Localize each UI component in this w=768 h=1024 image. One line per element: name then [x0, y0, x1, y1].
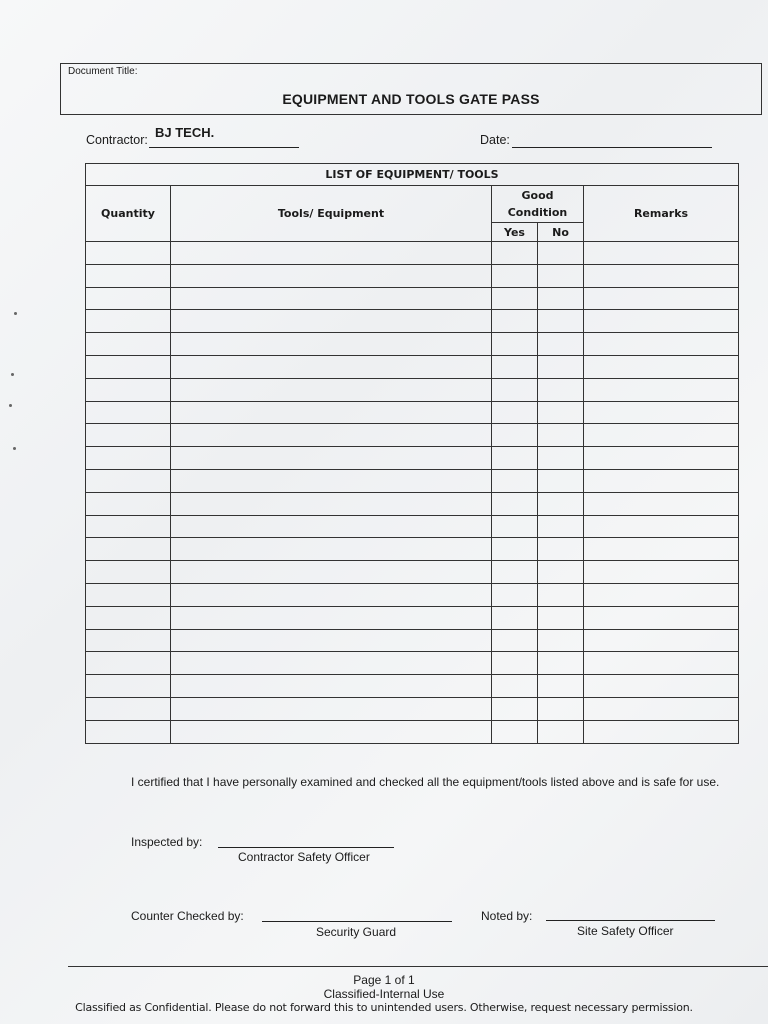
- table-row: [86, 583, 739, 606]
- column-header-remarks: Remarks: [584, 186, 739, 242]
- table-row: [86, 492, 739, 515]
- no-cell[interactable]: [538, 629, 584, 652]
- counter-checked-signature-line[interactable]: [262, 921, 452, 922]
- no-cell[interactable]: [538, 264, 584, 287]
- counter-checked-caption: Security Guard: [316, 925, 397, 939]
- yes-cell[interactable]: [492, 287, 538, 310]
- certification-statement: I certified that I have personally examined and checked all the equipment/tools listed above and is safe for use.: [131, 775, 720, 789]
- remarks-cell[interactable]: [584, 333, 739, 356]
- quantity-cell[interactable]: [86, 242, 171, 265]
- quantity-cell[interactable]: [86, 697, 171, 720]
- table-row: [86, 720, 739, 743]
- yes-cell[interactable]: [492, 355, 538, 378]
- table-row: [86, 310, 739, 333]
- table-row: [86, 355, 739, 378]
- contractor-field-line[interactable]: [149, 147, 299, 148]
- counter-checked-label: Counter Checked by:: [131, 909, 244, 923]
- inspected-by-label: Inspected by:: [131, 835, 203, 849]
- quantity-cell[interactable]: [86, 538, 171, 561]
- quantity-cell[interactable]: [86, 720, 171, 743]
- yes-cell[interactable]: [492, 242, 538, 265]
- table-row: [86, 447, 739, 470]
- document-title-box: [60, 63, 762, 115]
- quantity-cell[interactable]: [86, 652, 171, 675]
- table-row: [86, 652, 739, 675]
- table-row: [86, 378, 739, 401]
- inspected-by-caption: Contractor Safety Officer: [238, 850, 370, 864]
- remarks-cell[interactable]: [584, 447, 739, 470]
- quantity-cell[interactable]: [86, 515, 171, 538]
- noted-by-caption: Site Safety Officer: [577, 924, 674, 938]
- table-row: [86, 264, 739, 287]
- no-cell[interactable]: [538, 583, 584, 606]
- remarks-cell[interactable]: [584, 583, 739, 606]
- remarks-cell[interactable]: [584, 264, 739, 287]
- yes-cell[interactable]: [492, 264, 538, 287]
- no-cell[interactable]: [538, 492, 584, 515]
- table-row: [86, 401, 739, 424]
- contractor-label: Contractor:: [86, 133, 148, 147]
- remarks-cell[interactable]: [584, 606, 739, 629]
- date-field-line[interactable]: [512, 147, 712, 148]
- yes-cell[interactable]: [492, 310, 538, 333]
- yes-cell[interactable]: [492, 720, 538, 743]
- no-cell[interactable]: [538, 355, 584, 378]
- tools-cell[interactable]: [171, 401, 492, 424]
- contractor-value[interactable]: BJ TECH.: [155, 125, 215, 140]
- no-cell[interactable]: [538, 697, 584, 720]
- no-cell[interactable]: [538, 287, 584, 310]
- footer-classification: Classified-Internal Use: [323, 987, 445, 1001]
- noted-by-label: Noted by:: [481, 909, 533, 923]
- quantity-cell[interactable]: [86, 287, 171, 310]
- no-cell[interactable]: [538, 561, 584, 584]
- yes-cell[interactable]: [492, 697, 538, 720]
- quantity-cell[interactable]: [86, 606, 171, 629]
- table-caption: LIST OF EQUIPMENT/ TOOLS: [86, 164, 739, 186]
- quantity-cell[interactable]: [86, 469, 171, 492]
- remarks-cell[interactable]: [584, 401, 739, 424]
- table-row: [86, 424, 739, 447]
- no-cell[interactable]: [538, 378, 584, 401]
- column-header-quantity: Quantity: [86, 186, 171, 242]
- remarks-cell[interactable]: [584, 720, 739, 743]
- noted-by-signature-line[interactable]: [546, 920, 715, 921]
- table-row: [86, 287, 739, 310]
- no-cell[interactable]: [538, 720, 584, 743]
- remarks-cell[interactable]: [584, 355, 739, 378]
- yes-cell[interactable]: [492, 424, 538, 447]
- table-row: [86, 675, 739, 698]
- tools-cell[interactable]: [171, 242, 492, 265]
- remarks-cell[interactable]: [584, 310, 739, 333]
- table-row: [86, 333, 739, 356]
- table-row: [86, 697, 739, 720]
- remarks-cell[interactable]: [584, 538, 739, 561]
- tools-cell[interactable]: [171, 606, 492, 629]
- no-cell[interactable]: [538, 424, 584, 447]
- quantity-cell[interactable]: [86, 583, 171, 606]
- quantity-cell[interactable]: [86, 355, 171, 378]
- remarks-cell[interactable]: [584, 469, 739, 492]
- tools-cell[interactable]: [171, 652, 492, 675]
- no-cell[interactable]: [538, 606, 584, 629]
- tools-cell[interactable]: [171, 561, 492, 584]
- tools-cell[interactable]: [171, 629, 492, 652]
- remarks-cell[interactable]: [584, 697, 739, 720]
- remarks-cell[interactable]: [584, 629, 739, 652]
- tools-cell[interactable]: [171, 333, 492, 356]
- remarks-cell[interactable]: [584, 287, 739, 310]
- tools-cell[interactable]: [171, 447, 492, 470]
- yes-cell[interactable]: [492, 538, 538, 561]
- column-header-yes: Yes: [492, 223, 538, 242]
- quantity-cell[interactable]: [86, 675, 171, 698]
- yes-cell[interactable]: [492, 515, 538, 538]
- footer-page-number: Page 1 of 1: [353, 973, 415, 987]
- quantity-cell[interactable]: [86, 492, 171, 515]
- remarks-cell[interactable]: [584, 424, 739, 447]
- remarks-cell[interactable]: [584, 242, 739, 265]
- column-header-tools: Tools/ Equipment: [171, 186, 492, 242]
- tools-cell[interactable]: [171, 264, 492, 287]
- remarks-cell[interactable]: [584, 515, 739, 538]
- date-label: Date:: [480, 133, 510, 147]
- remarks-cell[interactable]: [584, 652, 739, 675]
- no-cell[interactable]: [538, 447, 584, 470]
- yes-cell[interactable]: [492, 378, 538, 401]
- tools-cell[interactable]: [171, 538, 492, 561]
- table-row: [86, 469, 739, 492]
- table-row: [86, 629, 739, 652]
- no-cell[interactable]: [538, 652, 584, 675]
- document-title-label: Document Title:: [68, 66, 138, 77]
- yes-cell[interactable]: [492, 447, 538, 470]
- tools-cell[interactable]: [171, 355, 492, 378]
- tools-cell[interactable]: [171, 310, 492, 333]
- tools-cell[interactable]: [171, 492, 492, 515]
- table-row: [86, 606, 739, 629]
- no-cell[interactable]: [538, 469, 584, 492]
- yes-cell[interactable]: [492, 469, 538, 492]
- tools-cell[interactable]: [171, 515, 492, 538]
- column-header-condition: Good Condition: [492, 186, 584, 223]
- table-row: [86, 242, 739, 265]
- tools-cell[interactable]: [171, 469, 492, 492]
- footer-divider: [68, 966, 768, 967]
- table-row: [86, 561, 739, 584]
- no-cell[interactable]: [538, 333, 584, 356]
- quantity-cell[interactable]: [86, 561, 171, 584]
- remarks-cell[interactable]: [584, 378, 739, 401]
- yes-cell[interactable]: [492, 652, 538, 675]
- tools-cell[interactable]: [171, 720, 492, 743]
- quantity-cell[interactable]: [86, 424, 171, 447]
- yes-cell[interactable]: [492, 675, 538, 698]
- footer-confidentiality-notice: Classified as Confidential. Please do not forward this to unintended users. Otherwise, request necessary permission.: [75, 1001, 693, 1014]
- yes-cell[interactable]: [492, 401, 538, 424]
- remarks-cell[interactable]: [584, 561, 739, 584]
- tools-cell[interactable]: [171, 697, 492, 720]
- no-cell[interactable]: [538, 310, 584, 333]
- no-cell[interactable]: [538, 538, 584, 561]
- yes-cell[interactable]: [492, 629, 538, 652]
- tools-cell[interactable]: [171, 424, 492, 447]
- table-body: [86, 242, 739, 744]
- tools-cell[interactable]: [171, 378, 492, 401]
- tools-cell[interactable]: [171, 287, 492, 310]
- equipment-table: [85, 163, 739, 744]
- yes-cell[interactable]: [492, 583, 538, 606]
- quantity-cell[interactable]: [86, 401, 171, 424]
- quantity-cell[interactable]: [86, 447, 171, 470]
- quantity-cell[interactable]: [86, 333, 171, 356]
- yes-cell[interactable]: [492, 561, 538, 584]
- yes-cell[interactable]: [492, 333, 538, 356]
- no-cell[interactable]: [538, 401, 584, 424]
- document-title: EQUIPMENT AND TOOLS GATE PASS: [282, 91, 540, 107]
- quantity-cell[interactable]: [86, 310, 171, 333]
- table-row: [86, 538, 739, 561]
- yes-cell[interactable]: [492, 606, 538, 629]
- tools-cell[interactable]: [171, 583, 492, 606]
- no-cell[interactable]: [538, 242, 584, 265]
- quantity-cell[interactable]: [86, 264, 171, 287]
- quantity-cell[interactable]: [86, 629, 171, 652]
- no-cell[interactable]: [538, 675, 584, 698]
- inspected-by-signature-line[interactable]: [218, 847, 394, 848]
- remarks-cell[interactable]: [584, 675, 739, 698]
- tools-cell[interactable]: [171, 675, 492, 698]
- quantity-cell[interactable]: [86, 378, 171, 401]
- no-cell[interactable]: [538, 515, 584, 538]
- yes-cell[interactable]: [492, 492, 538, 515]
- table-row: [86, 515, 739, 538]
- remarks-cell[interactable]: [584, 492, 739, 515]
- column-header-no: No: [538, 223, 584, 242]
